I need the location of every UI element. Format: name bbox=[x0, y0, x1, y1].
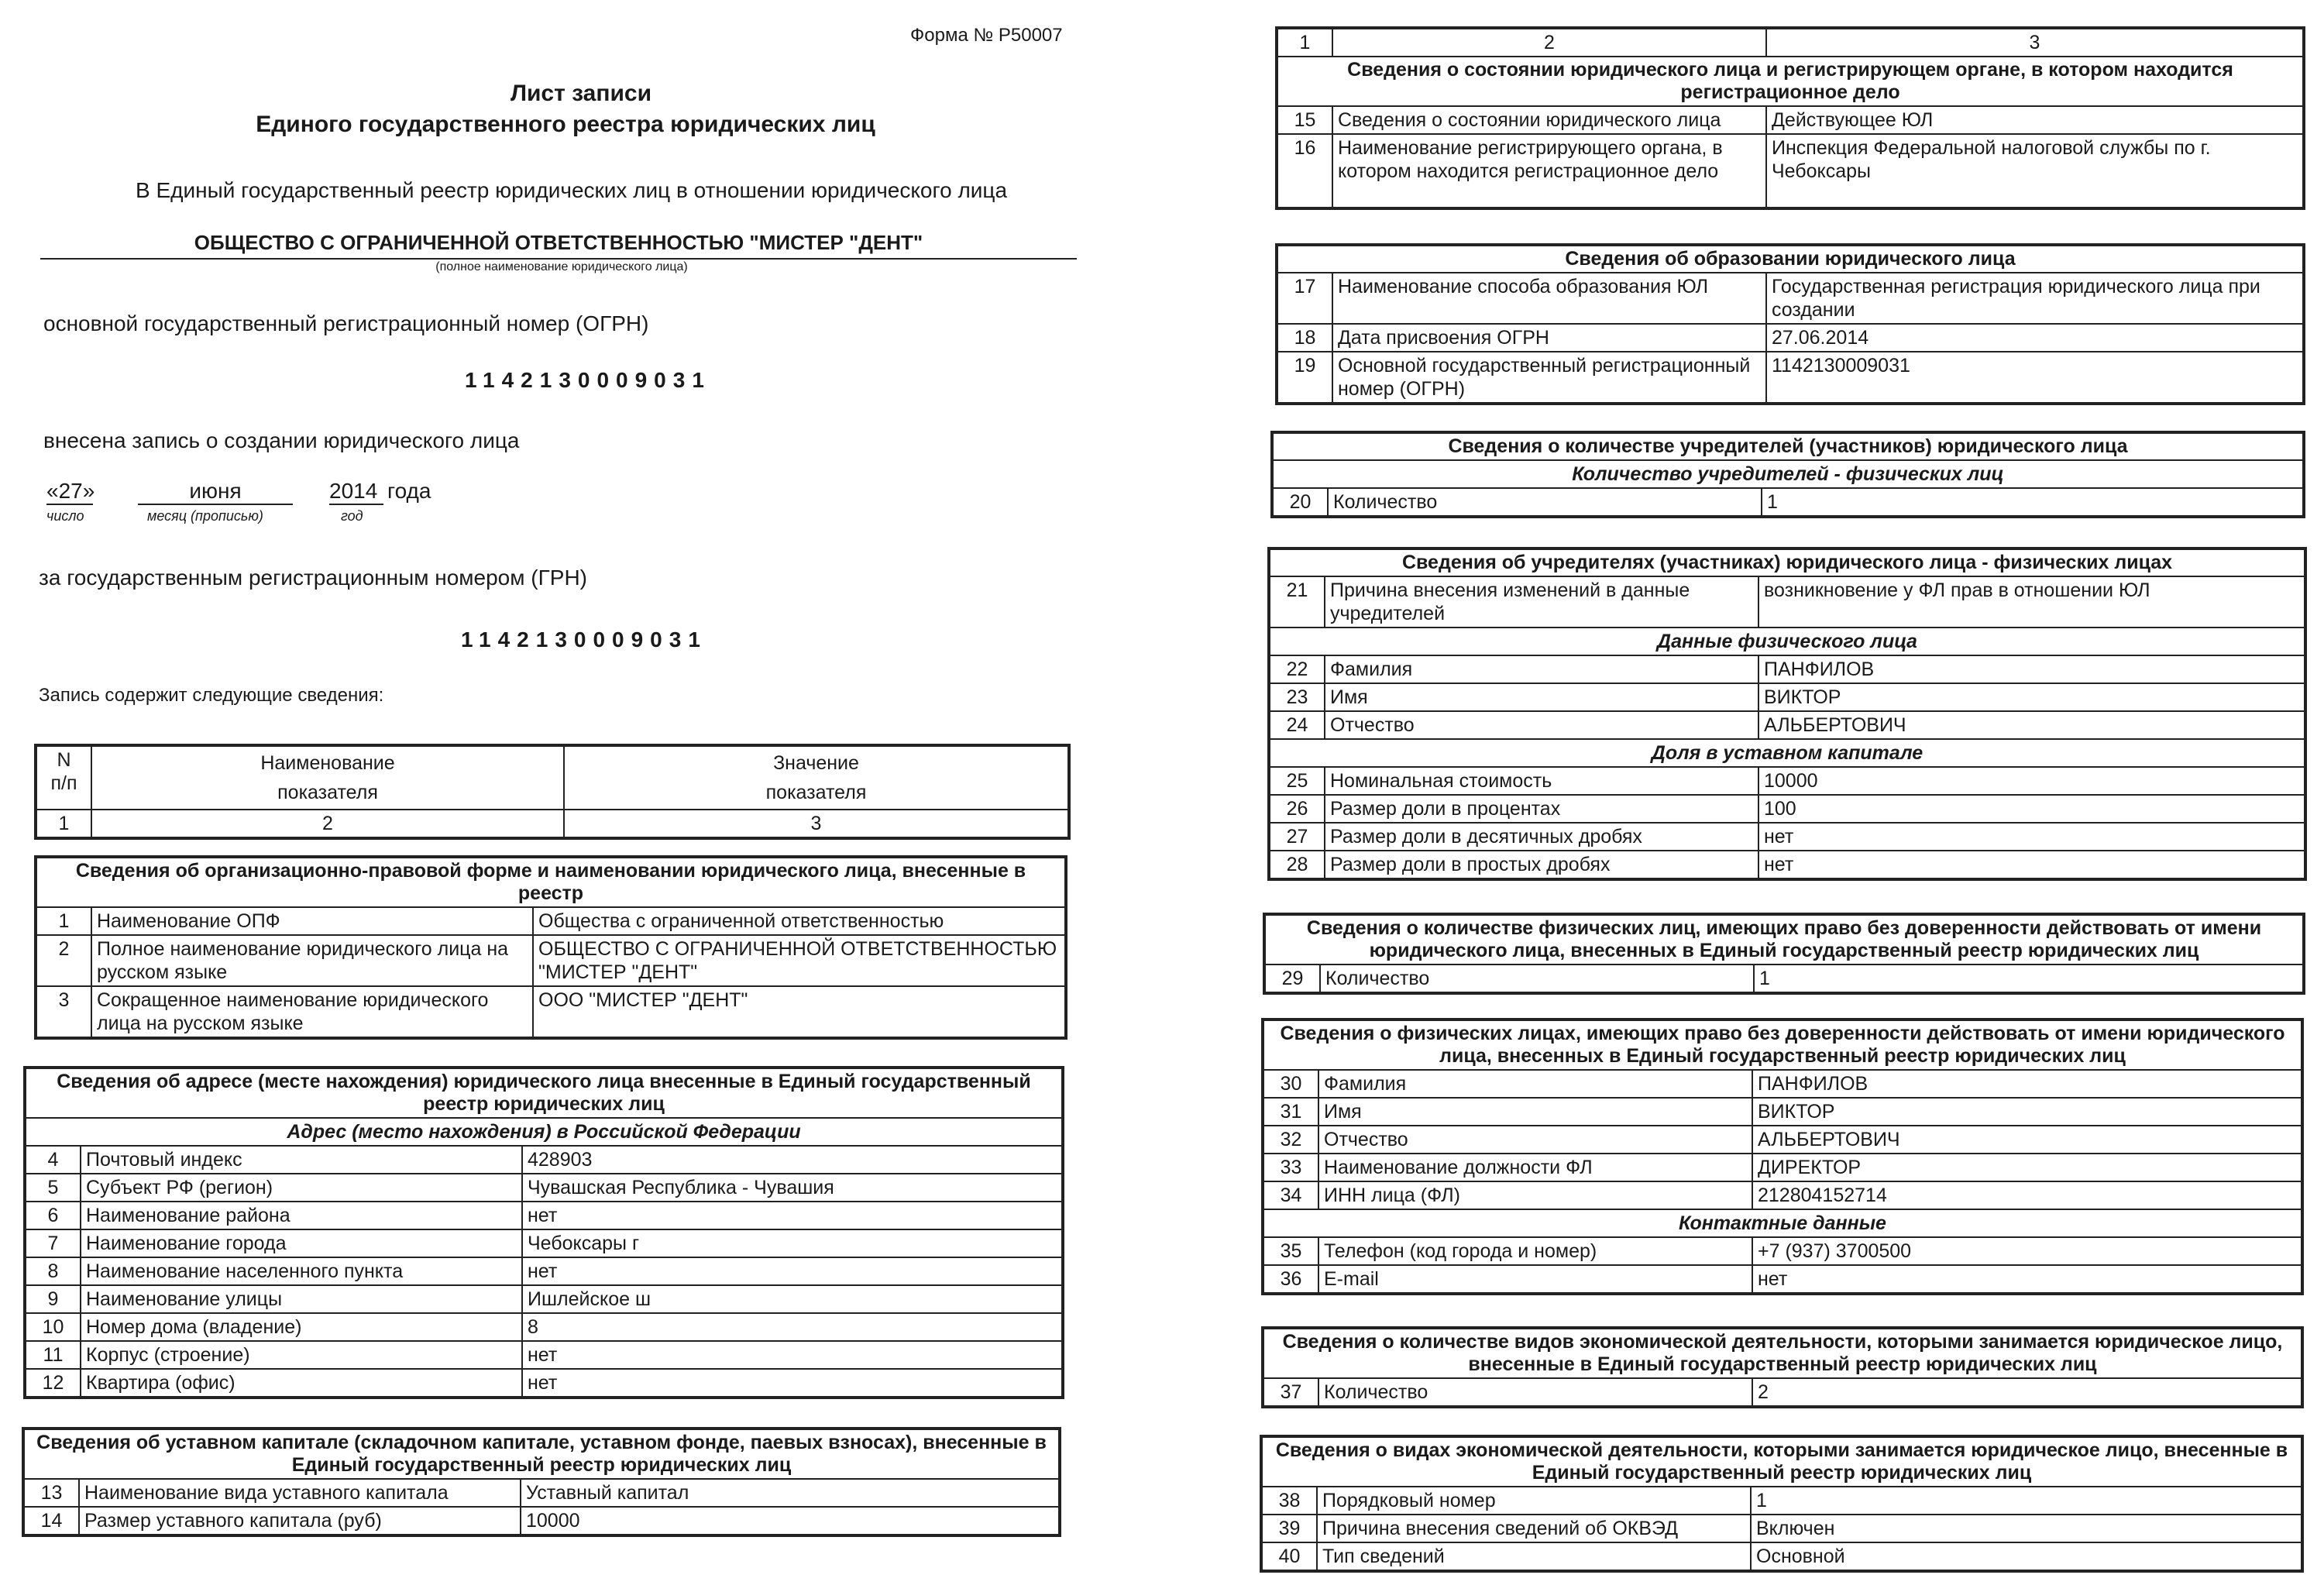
title-line1: Лист записи bbox=[510, 81, 652, 106]
col-1-label: 1 bbox=[36, 810, 91, 838]
col-2-label: 2 bbox=[1332, 28, 1766, 57]
row-name: Наименование вида уставного капитала bbox=[79, 1479, 521, 1507]
row-number: 20 bbox=[1272, 488, 1328, 517]
row-number: 6 bbox=[25, 1202, 81, 1229]
row-value: Общества с ограниченной ответственностью bbox=[533, 907, 1066, 935]
section-state-title: Сведения о состоянии юридического лица и регистрирующем органе, в котором находится регистрационное дело bbox=[1277, 57, 2304, 106]
row-name: Размер доли в процентах bbox=[1325, 795, 1758, 823]
section-activity-title: Сведения о видах экономической деятельности, которыми занимается юридическое лицо, внесенные в Единый государственный реестр юридических лиц bbox=[1261, 1436, 2302, 1487]
row-name: Наименование улицы bbox=[81, 1285, 522, 1313]
table-row bbox=[36, 907, 1066, 935]
section-formation-title: Сведения об образовании юридического лица bbox=[1277, 245, 2304, 273]
col-1-label: 1 bbox=[1277, 28, 1332, 57]
table-row bbox=[1263, 1098, 2302, 1126]
row-name: Почтовый индекс bbox=[81, 1146, 522, 1174]
row-name: Сокращенное наименование юридического лица на русском языке bbox=[91, 986, 533, 1038]
row-value: Включен bbox=[1751, 1515, 2302, 1542]
table-row bbox=[1269, 711, 2305, 739]
row-number: 25 bbox=[1269, 767, 1325, 795]
table-row bbox=[1263, 1265, 2302, 1294]
row-number: 18 bbox=[1277, 324, 1332, 352]
row-value: ПАНФИЛОВ bbox=[1752, 1070, 2302, 1098]
section-founders-count-title: Сведения о количестве учредителей (участников) юридического лица bbox=[1272, 432, 2304, 460]
row-value: 428903 bbox=[522, 1146, 1063, 1174]
table-row bbox=[1277, 324, 2304, 352]
row-value: 10000 bbox=[1758, 767, 2305, 795]
row-name: Причина внесения сведений об ОКВЭД bbox=[1317, 1515, 1751, 1542]
row-number: 39 bbox=[1261, 1515, 1317, 1542]
col-n-header: N п/п bbox=[36, 745, 91, 810]
section-founders-share-subtitle: Доля в уставном капитале bbox=[1269, 739, 2305, 767]
table-row bbox=[1277, 352, 2304, 404]
row-number: 26 bbox=[1269, 795, 1325, 823]
section-proxy bbox=[1261, 1018, 2304, 1295]
contains-text: Запись содержит следующие сведения: bbox=[39, 685, 384, 706]
table-row bbox=[36, 935, 1066, 986]
row-value: 1142130009031 bbox=[1766, 352, 2304, 404]
org-name: ОБЩЕСТВО С ОГРАНИЧЕННОЙ ОТВЕТСТВЕННОСТЬЮ "МИСТЕР "ДЕНТ" bbox=[40, 231, 1077, 260]
col-3-label: 3 bbox=[1766, 28, 2304, 57]
table-row bbox=[1272, 488, 2304, 517]
table-row bbox=[1269, 795, 2305, 823]
row-name: Полное наименование юридического лица на русском языке bbox=[91, 935, 533, 986]
grn-label: за государственным регистрационным номером (ГРН) bbox=[39, 566, 587, 590]
row-value: возникновение у ФЛ прав в отношении ЮЛ bbox=[1758, 576, 2305, 628]
section-founders-count bbox=[1270, 431, 2305, 518]
row-value: Основной bbox=[1751, 1542, 2302, 1571]
row-number: 23 bbox=[1269, 683, 1325, 711]
row-number: 32 bbox=[1263, 1126, 1318, 1154]
section-proxy-count-title: Сведения о количестве физических лиц, имеющих право без доверенности действовать от имени юридического лица, внесенных в Единый государственный реестр юридических лиц bbox=[1264, 914, 2304, 964]
row-number: 40 bbox=[1261, 1542, 1317, 1571]
row-number: 15 bbox=[1277, 106, 1332, 134]
row-number: 33 bbox=[1263, 1154, 1318, 1181]
row-value: 8 bbox=[522, 1313, 1063, 1341]
row-value: 1 bbox=[1762, 488, 2304, 517]
row-name: Фамилия bbox=[1325, 655, 1758, 683]
row-value: 100 bbox=[1758, 795, 2305, 823]
row-value: ВИКТОР bbox=[1752, 1098, 2302, 1126]
date-year-suffix: года bbox=[387, 479, 431, 503]
table-row bbox=[25, 1146, 1063, 1174]
row-number: 19 bbox=[1277, 352, 1332, 404]
table-row bbox=[1263, 1378, 2302, 1407]
table-row bbox=[23, 1507, 1060, 1535]
section-founders-count-subtitle: Количество учредителей - физических лиц bbox=[1272, 460, 2304, 488]
table-row bbox=[25, 1174, 1063, 1202]
table-row bbox=[25, 1369, 1063, 1398]
section-capital bbox=[22, 1427, 1061, 1537]
row-number: 27 bbox=[1269, 823, 1325, 851]
section-activity bbox=[1260, 1435, 2304, 1573]
table-row bbox=[1269, 823, 2305, 851]
table-row bbox=[25, 1313, 1063, 1341]
row-name: ИНН лица (ФЛ) bbox=[1318, 1181, 1752, 1209]
row-number: 2 bbox=[36, 935, 91, 986]
row-name: Наименование района bbox=[81, 1202, 522, 1229]
row-number: 4 bbox=[25, 1146, 81, 1174]
table-row bbox=[1269, 683, 2305, 711]
section-formation bbox=[1275, 243, 2305, 405]
caption-day: число bbox=[46, 508, 84, 524]
row-value: 212804152714 bbox=[1752, 1181, 2302, 1209]
row-name: Размер уставного капитала (руб) bbox=[79, 1507, 521, 1535]
section-address bbox=[23, 1066, 1064, 1399]
row-number: 22 bbox=[1269, 655, 1325, 683]
row-name: Размер доли в простых дробях bbox=[1325, 851, 1758, 879]
row-name: Номинальная стоимость bbox=[1325, 767, 1758, 795]
row-value: нет bbox=[1752, 1265, 2302, 1294]
row-number: 36 bbox=[1263, 1265, 1318, 1294]
col-3-label: 3 bbox=[564, 810, 1069, 838]
col-name-header: Наименование показателя bbox=[91, 745, 564, 810]
row-name: Размер доли в десятичных дробях bbox=[1325, 823, 1758, 851]
table-row bbox=[1264, 964, 2304, 993]
row-name: Сведения о состоянии юридического лица bbox=[1332, 106, 1766, 134]
row-value: 27.06.2014 bbox=[1766, 324, 2304, 352]
row-value: Государственная регистрация юридического лица при создании bbox=[1766, 273, 2304, 324]
table-row bbox=[1261, 1487, 2302, 1515]
ogrn-value: 1142130009031 bbox=[465, 368, 711, 392]
row-number: 14 bbox=[23, 1507, 79, 1535]
date-year: 2014 bbox=[329, 479, 383, 505]
row-value: нет bbox=[522, 1341, 1063, 1369]
table-row bbox=[1277, 106, 2304, 134]
date-day: «27» bbox=[46, 479, 93, 505]
entry-text: внесена запись о создании юридического лица bbox=[43, 428, 520, 452]
table-row bbox=[1261, 1515, 2302, 1542]
row-number: 8 bbox=[25, 1257, 81, 1285]
form-number: Форма № Р50007 bbox=[910, 25, 1063, 46]
row-name: Тип сведений bbox=[1317, 1542, 1751, 1571]
row-name: E-mail bbox=[1318, 1265, 1752, 1294]
row-value: ОБЩЕСТВО С ОГРАНИЧЕННОЙ ОТВЕТСТВЕННОСТЬЮ "МИСТЕР "ДЕНТ" bbox=[533, 935, 1066, 986]
row-number: 13 bbox=[23, 1479, 79, 1507]
row-value: Инспекция Федеральной налоговой службы по г. Чебоксары bbox=[1766, 134, 2304, 208]
caption-month: месяц (прописью) bbox=[147, 508, 263, 524]
table-row bbox=[1263, 1070, 2302, 1098]
table-row bbox=[1263, 1154, 2302, 1181]
row-name: Наименование должности ФЛ bbox=[1318, 1154, 1752, 1181]
row-number: 3 bbox=[36, 986, 91, 1038]
table-row bbox=[25, 1229, 1063, 1257]
row-value: нет bbox=[522, 1257, 1063, 1285]
table-row bbox=[25, 1202, 1063, 1229]
row-value: ПАНФИЛОВ bbox=[1758, 655, 2305, 683]
col-value-header: Значение показателя bbox=[564, 745, 1069, 810]
org-name-caption: (полное наименование юридического лица) bbox=[435, 260, 688, 273]
section-activity-count-title: Сведения о количестве видов экономической деятельности, которыми занимается юридическое лицо, внесенные в Единый государственный реестр юридических лиц bbox=[1263, 1328, 2302, 1378]
table-row bbox=[36, 986, 1066, 1038]
row-name: Наименование способа образования ЮЛ bbox=[1332, 273, 1766, 324]
section-proxy-title: Сведения о физических лицах, имеющих право без доверенности действовать от имени юридического лица, внесенных в Единый государственный реестр юридических лиц bbox=[1263, 1019, 2302, 1070]
section-address-subtitle: Адрес (место нахождения) в Российской Федерации bbox=[25, 1118, 1063, 1146]
section-state bbox=[1275, 26, 2305, 210]
row-value: ООО "МИСТЕР "ДЕНТ" bbox=[533, 986, 1066, 1038]
row-name: Имя bbox=[1325, 683, 1758, 711]
table-row bbox=[1277, 134, 2304, 208]
table-row bbox=[1269, 655, 2305, 683]
table-row bbox=[25, 1285, 1063, 1313]
section-capital-title: Сведения об уставном капитале (складочном капитале, уставном фонде, паевых взносах), внесенные в Единый государственный реестр юридических лиц bbox=[23, 1429, 1060, 1479]
row-number: 37 bbox=[1263, 1378, 1318, 1407]
row-name: Номер дома (владение) bbox=[81, 1313, 522, 1341]
row-number: 5 bbox=[25, 1174, 81, 1202]
row-number: 29 bbox=[1264, 964, 1320, 993]
row-name: Количество bbox=[1318, 1378, 1752, 1407]
row-number: 17 bbox=[1277, 273, 1332, 324]
row-number: 10 bbox=[25, 1313, 81, 1341]
table-row bbox=[1269, 767, 2305, 795]
caption-year: год bbox=[341, 508, 363, 524]
table-row bbox=[1269, 576, 2305, 628]
row-name: Имя bbox=[1318, 1098, 1752, 1126]
section-founders-title: Сведения об учредителях (участниках) юридического лица - физических лицах bbox=[1269, 548, 2305, 576]
row-number: 24 bbox=[1269, 711, 1325, 739]
row-name: Субъект РФ (регион) bbox=[81, 1174, 522, 1202]
row-value: 10000 bbox=[521, 1507, 1060, 1535]
row-value: Чувашская Республика - Чувашия bbox=[522, 1174, 1063, 1202]
table-row bbox=[25, 1341, 1063, 1369]
right-page bbox=[1162, 0, 2324, 1592]
row-number: 12 bbox=[25, 1369, 81, 1398]
row-number: 35 bbox=[1263, 1237, 1318, 1265]
row-number: 1 bbox=[36, 907, 91, 935]
row-value: Действующее ЮЛ bbox=[1766, 106, 2304, 134]
row-value: Чебоксары г bbox=[522, 1229, 1063, 1257]
section-proxy-count bbox=[1263, 913, 2305, 995]
ogrn-label: основной государственный регистрационный номер (ОГРН) bbox=[43, 311, 649, 335]
row-name: Порядковый номер bbox=[1317, 1487, 1751, 1515]
row-name: Наименование населенного пункта bbox=[81, 1257, 522, 1285]
section-founders bbox=[1267, 547, 2307, 881]
row-value: Ишлейское ш bbox=[522, 1285, 1063, 1313]
date-month: июня bbox=[138, 479, 293, 505]
section-proxy-contacts-subtitle: Контактные данные bbox=[1263, 1209, 2302, 1237]
row-name: Отчество bbox=[1325, 711, 1758, 739]
row-name: Наименование ОПФ bbox=[91, 907, 533, 935]
row-number: 30 bbox=[1263, 1070, 1318, 1098]
table-row bbox=[1263, 1237, 2302, 1265]
row-number: 31 bbox=[1263, 1098, 1318, 1126]
title-line2: Единого государственного реестра юридических лиц bbox=[256, 112, 875, 137]
row-name: Наименование города bbox=[81, 1229, 522, 1257]
section-founders-person-subtitle: Данные физического лица bbox=[1269, 628, 2305, 655]
row-value: АЛЬБЕРТОВИЧ bbox=[1752, 1126, 2302, 1154]
row-number: 11 bbox=[25, 1341, 81, 1369]
row-name: Количество bbox=[1328, 488, 1762, 517]
section-activity-count bbox=[1261, 1326, 2304, 1408]
row-name: Наименование регистрирующего органа, в котором находится регистрационное дело bbox=[1332, 134, 1766, 208]
table-row bbox=[1269, 851, 2305, 879]
row-value: нет bbox=[1758, 851, 2305, 879]
intro-text: В Единый государственный реестр юридических лиц в отношении юридического лица bbox=[136, 178, 1008, 202]
row-value: 1 bbox=[1751, 1487, 2302, 1515]
row-name: Корпус (строение) bbox=[81, 1341, 522, 1369]
row-number: 38 bbox=[1261, 1487, 1317, 1515]
col-2-label: 2 bbox=[91, 810, 564, 838]
row-value: нет bbox=[1758, 823, 2305, 851]
row-value: 2 bbox=[1752, 1378, 2302, 1407]
row-number: 34 bbox=[1263, 1181, 1318, 1209]
row-value: +7 (937) 3700500 bbox=[1752, 1237, 2302, 1265]
row-value: 1 bbox=[1754, 964, 2304, 993]
row-name: Количество bbox=[1320, 964, 1754, 993]
table-row bbox=[25, 1257, 1063, 1285]
row-name: Отчество bbox=[1318, 1126, 1752, 1154]
section-opf-title: Сведения об организационно-правовой форме и наименовании юридического лица, внесенные в реестр bbox=[36, 857, 1066, 907]
row-value: ДИРЕКТОР bbox=[1752, 1154, 2302, 1181]
column-header-table bbox=[34, 744, 1071, 840]
row-value: АЛЬБЕРТОВИЧ bbox=[1758, 711, 2305, 739]
row-name: Фамилия bbox=[1318, 1070, 1752, 1098]
row-number: 7 bbox=[25, 1229, 81, 1257]
table-row bbox=[1261, 1542, 2302, 1571]
section-address-title: Сведения об адресе (месте нахождения) юридического лица внесенные в Единый государственный реестр юридических лиц bbox=[25, 1068, 1063, 1118]
section-opf bbox=[34, 855, 1067, 1040]
row-value: нет bbox=[522, 1369, 1063, 1398]
row-value: нет bbox=[522, 1202, 1063, 1229]
row-number: 21 bbox=[1269, 576, 1325, 628]
table-row bbox=[1263, 1181, 2302, 1209]
row-value: Уставный капитал bbox=[521, 1479, 1060, 1507]
grn-value: 1142130009031 bbox=[461, 628, 707, 652]
row-number: 16 bbox=[1277, 134, 1332, 208]
table-row bbox=[23, 1479, 1060, 1507]
row-number: 9 bbox=[25, 1285, 81, 1313]
row-name: Основной государственный регистрационный номер (ОГРН) bbox=[1332, 352, 1766, 404]
row-name: Причина внесения изменений в данные учредителей bbox=[1325, 576, 1758, 628]
row-name: Дата присвоения ОГРН bbox=[1332, 324, 1766, 352]
row-number: 28 bbox=[1269, 851, 1325, 879]
table-row bbox=[1263, 1126, 2302, 1154]
row-name: Телефон (код города и номер) bbox=[1318, 1237, 1752, 1265]
row-name: Квартира (офис) bbox=[81, 1369, 522, 1398]
row-value: ВИКТОР bbox=[1758, 683, 2305, 711]
table-row bbox=[1277, 273, 2304, 324]
